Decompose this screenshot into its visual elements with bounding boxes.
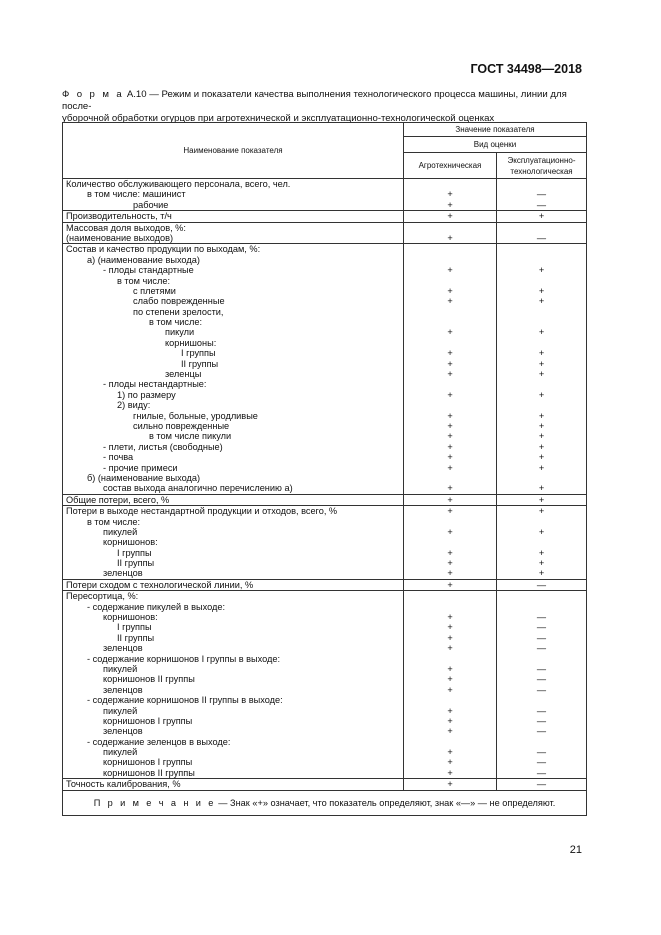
indicator-label: рабочие (133, 199, 169, 210)
caption-line-2: уборочной обработки огурцов при агротехнической и эксплуатационно-технологической оценках (62, 113, 495, 124)
table-row (63, 779, 587, 790)
agrotechnical-mark (404, 602, 496, 612)
indicator-label: II группы (181, 358, 219, 369)
indicator-label: II группы (117, 558, 155, 569)
indicator-label: пикулей (103, 526, 138, 537)
operational-mark: + (538, 358, 545, 369)
indicator-label: - почва (103, 452, 134, 463)
operational-mark: — (536, 705, 547, 716)
indicator-label: б) (наименование выхода) (87, 472, 201, 483)
operational-mark: + (538, 452, 545, 463)
agrotechnical-mark (404, 179, 496, 189)
operational-mark (497, 537, 586, 547)
table-row (63, 579, 587, 590)
indicator-label: в том числе пикули (149, 431, 232, 442)
agrotechnical-mark: + (447, 410, 453, 421)
indicator-label: корнишонов I группы (103, 715, 193, 726)
agrotechnical-mark: + (447, 494, 453, 505)
indicator-label: пикули (165, 327, 195, 338)
document-code: ГОСТ 34498—2018 (470, 62, 582, 76)
operational-mark: + (538, 547, 545, 558)
table-row (63, 179, 587, 211)
agrotechnical-mark: + (447, 265, 453, 276)
indicator-label: по степени зрелости, (133, 306, 224, 317)
agrotechnical-mark: + (447, 211, 453, 222)
indicator-label: состав выхода аналогично перечислению а) (103, 483, 293, 494)
indicator-label: в том числе: машинист (87, 189, 186, 200)
operational-mark: — (536, 189, 547, 200)
cell-agrotechnical (404, 244, 497, 494)
agrotechnical-mark: + (447, 199, 453, 210)
operational-mark: + (538, 348, 545, 359)
agrotechnical-mark: + (447, 441, 453, 452)
agrotechnical-mark: + (447, 296, 453, 307)
table-row (63, 211, 587, 222)
operational-mark: — (536, 674, 547, 685)
agrotechnical-mark: + (447, 663, 453, 674)
indicator-label: - прочие примеси (103, 462, 178, 473)
cell-agrotechnical (404, 222, 497, 244)
note-label: П р и м е ч а н и е (93, 797, 216, 808)
operational-mark (497, 737, 586, 747)
operational-mark (497, 517, 586, 527)
agrotechnical-mark (404, 517, 496, 527)
operational-mark: + (538, 389, 545, 400)
cell-agrotechnical (404, 591, 497, 779)
indicator-label: I группы (117, 547, 152, 558)
agrotechnical-mark: + (447, 579, 453, 590)
operational-mark: + (538, 526, 545, 537)
operational-mark (497, 276, 586, 286)
operational-mark: — (536, 612, 547, 623)
agrotechnical-mark: + (447, 558, 453, 569)
indicator-label: слабо поврежденные (133, 296, 225, 307)
indicator-label: корнишонов I группы (103, 757, 193, 768)
operational-mark: + (538, 296, 545, 307)
agrotechnical-mark: + (447, 232, 453, 243)
agrotechnical-mark: + (447, 358, 453, 369)
indicator-label: I группы (117, 622, 152, 633)
agrotechnical-mark: + (447, 612, 453, 623)
agrotechnical-mark (404, 379, 496, 389)
cell-operational (497, 222, 587, 244)
indicator-label: Состав и качество продукции по выходам, %: (66, 244, 261, 255)
operational-mark: + (538, 410, 545, 421)
cell-operational (497, 506, 587, 580)
cell-operational (497, 179, 587, 211)
operational-mark: + (538, 265, 545, 276)
operational-mark (497, 223, 586, 233)
operational-mark (497, 473, 586, 483)
agrotechnical-mark: + (447, 369, 453, 380)
operational-mark: + (538, 568, 545, 579)
operational-mark (497, 255, 586, 265)
agrotechnical-mark: + (447, 420, 453, 431)
agrotechnical-mark: + (447, 767, 453, 778)
indicator-label: гнилые, больные, уродливые (133, 410, 258, 421)
agrotechnical-mark: + (447, 705, 453, 716)
indicator-label: в том числе: (149, 317, 203, 328)
operational-mark: + (538, 506, 545, 517)
table-row (63, 591, 587, 779)
cell-indicator (63, 591, 404, 779)
agrotechnical-mark: + (447, 622, 453, 633)
cell-indicator (63, 179, 404, 211)
agrotechnical-mark: + (447, 285, 453, 296)
cell-operational (497, 579, 587, 590)
header-indicator-name: Наименование показателя (63, 123, 404, 179)
cell-indicator (63, 244, 404, 494)
indicator-label: Потери сходом с технологической линии, % (66, 579, 254, 590)
indicator-label: Пересортица, %: (66, 591, 139, 602)
indicator-label: зеленцы (165, 369, 202, 380)
note-text: — Знак «+» означает, что показатель определяют, знак «—» — не определяют. (215, 797, 556, 808)
indicator-label: зеленцов (103, 684, 143, 695)
agrotechnical-mark (404, 317, 496, 327)
cell-agrotechnical (404, 779, 497, 790)
agrotechnical-mark (404, 654, 496, 664)
indicator-label: пикулей (103, 747, 138, 758)
cell-agrotechnical (404, 211, 497, 222)
indicators-table (62, 122, 587, 816)
cell-agrotechnical (404, 506, 497, 580)
agrotechnical-mark: + (447, 348, 453, 359)
agrotechnical-mark: + (447, 389, 453, 400)
indicator-label: пикулей (103, 705, 138, 716)
agrotechnical-mark (404, 338, 496, 348)
page-number: 21 (569, 844, 582, 856)
cell-operational (497, 211, 587, 222)
agrotechnical-mark (404, 473, 496, 483)
indicator-label: корнишоны: (165, 337, 217, 348)
indicator-label: - содержание корнишонов I группы в выходе: (87, 653, 281, 664)
indicator-label: Точность калибрования, % (66, 779, 181, 790)
agrotechnical-mark (404, 276, 496, 286)
operational-mark (497, 179, 586, 189)
operational-mark: — (536, 757, 547, 768)
table-note (63, 790, 587, 815)
agrotechnical-mark (404, 591, 496, 601)
agrotechnical-mark (404, 537, 496, 547)
operational-mark: + (538, 494, 545, 505)
indicator-label: - плоды стандартные (103, 265, 194, 276)
indicator-label: а) (наименование выхода) (87, 254, 200, 265)
agrotechnical-mark: + (447, 715, 453, 726)
operational-mark: — (536, 643, 547, 654)
indicator-label: I группы (181, 348, 216, 359)
indicator-label: 1) по размеру (117, 389, 176, 400)
operational-mark: — (536, 632, 547, 643)
indicator-label: Массовая доля выходов, %: (66, 222, 186, 233)
operational-mark (497, 338, 586, 348)
operational-mark: + (538, 431, 545, 442)
indicator-label: корнишонов: (103, 612, 158, 623)
agrotechnical-mark: + (447, 452, 453, 463)
operational-mark: + (538, 369, 545, 380)
agrotechnical-mark: + (447, 643, 453, 654)
indicator-label: корнишонов II группы (103, 767, 195, 778)
cell-agrotechnical (404, 179, 497, 211)
operational-mark (497, 602, 586, 612)
agrotechnical-mark (404, 244, 496, 254)
header-evaluation-type: Вид оценки (404, 137, 587, 153)
operational-mark: + (538, 441, 545, 452)
operational-mark: + (538, 327, 545, 338)
indicator-label: - содержание зеленцов в выходе: (87, 736, 231, 747)
operational-mark: — (536, 715, 547, 726)
cell-indicator (63, 494, 404, 505)
indicator-label: - плоды нестандартные: (103, 379, 207, 390)
indicator-label: (наименование выходов) (66, 232, 174, 243)
cell-indicator (63, 506, 404, 580)
agrotechnical-mark: + (447, 726, 453, 737)
agrotechnical-mark (404, 737, 496, 747)
agrotechnical-mark: + (447, 189, 453, 200)
agrotechnical-mark: + (447, 674, 453, 685)
table-row (63, 494, 587, 505)
agrotechnical-mark (404, 695, 496, 705)
indicator-label: в том числе: (117, 275, 171, 286)
operational-mark: — (536, 579, 547, 590)
indicator-label: корнишонов: (103, 537, 158, 548)
operational-mark: + (538, 211, 545, 222)
indicator-label: - содержание корнишонов II группы в выходе: (87, 695, 283, 706)
operational-mark: — (536, 622, 547, 633)
operational-mark (497, 307, 586, 317)
form-caption (62, 89, 592, 125)
operational-mark: + (538, 483, 545, 494)
table-row (63, 506, 587, 580)
agrotechnical-mark: + (447, 431, 453, 442)
agrotechnical-mark (404, 400, 496, 410)
agrotechnical-mark: + (447, 632, 453, 643)
header-indicator-value: Значение показателя (404, 123, 587, 137)
indicator-label: - плети, листья (свободные) (103, 441, 223, 452)
operational-mark: + (538, 420, 545, 431)
operational-mark: — (536, 767, 547, 778)
operational-mark: — (536, 199, 547, 210)
operational-mark: + (538, 462, 545, 473)
header-agrotechnical: Агротехническая (404, 153, 497, 179)
indicator-label: - содержание пикулей в выходе: (87, 601, 226, 612)
table-row (63, 222, 587, 244)
agrotechnical-mark (404, 255, 496, 265)
operational-mark (497, 695, 586, 705)
indicator-label: пикулей (103, 663, 138, 674)
operational-mark (497, 317, 586, 327)
operational-mark (497, 244, 586, 254)
header-operational-line-1: Эксплуатационно- (507, 155, 576, 165)
operational-mark: + (538, 558, 545, 569)
agrotechnical-mark: + (447, 547, 453, 558)
agrotechnical-mark: + (447, 526, 453, 537)
indicator-label: Потери в выходе нестандартной продукции и отходов, всего, % (66, 506, 338, 517)
agrotechnical-mark: + (447, 506, 453, 517)
indicator-label: зеленцов (103, 568, 143, 579)
operational-mark (497, 654, 586, 664)
operational-mark: — (536, 232, 547, 243)
operational-mark: — (536, 747, 547, 758)
indicator-label: II группы (117, 632, 155, 643)
indicator-label: Общие потери, всего, % (66, 494, 170, 505)
cell-indicator (63, 222, 404, 244)
operational-mark: — (536, 663, 547, 674)
indicator-label: 2) виду: (117, 400, 151, 411)
cell-agrotechnical (404, 579, 497, 590)
indicator-label: Производительность, т/ч (66, 211, 172, 222)
indicator-label: в том числе: (87, 516, 141, 527)
cell-operational (497, 244, 587, 494)
operational-mark: — (536, 684, 547, 695)
cell-indicator (63, 211, 404, 222)
operational-mark: + (538, 285, 545, 296)
table-row (63, 244, 587, 494)
agrotechnical-mark (404, 223, 496, 233)
agrotechnical-mark: + (447, 568, 453, 579)
indicator-label: Количество обслуживающего персонала, всего, чел. (66, 179, 291, 189)
agrotechnical-mark: + (447, 779, 453, 790)
cell-operational (497, 591, 587, 779)
agrotechnical-mark: + (447, 327, 453, 338)
agrotechnical-mark (404, 307, 496, 317)
header-operational-line-2: технологическая (510, 166, 573, 176)
indicator-label: сильно поврежденные (133, 420, 230, 431)
header-operational (497, 153, 587, 179)
caption-line-1: А.10 — Режим и показатели качества выполнения технологического процесса машины, линии для после- (62, 89, 567, 112)
operational-mark (497, 400, 586, 410)
indicator-label: зеленцов (103, 726, 143, 737)
agrotechnical-mark: + (447, 757, 453, 768)
indicator-label: зеленцов (103, 643, 143, 654)
cell-operational (497, 779, 587, 790)
form-label: Ф о р м а (62, 89, 125, 100)
indicator-label: с плетями (133, 285, 176, 296)
agrotechnical-mark: + (447, 747, 453, 758)
operational-mark: — (536, 779, 547, 790)
agrotechnical-mark: + (447, 462, 453, 473)
agrotechnical-mark: + (447, 684, 453, 695)
operational-mark: — (536, 726, 547, 737)
cell-agrotechnical (404, 494, 497, 505)
table-body (63, 179, 587, 791)
agrotechnical-mark: + (447, 483, 453, 494)
operational-mark (497, 379, 586, 389)
cell-indicator (63, 779, 404, 790)
indicator-label: корнишонов II группы (103, 674, 195, 685)
cell-operational (497, 494, 587, 505)
operational-mark (497, 591, 586, 601)
cell-indicator (63, 579, 404, 590)
